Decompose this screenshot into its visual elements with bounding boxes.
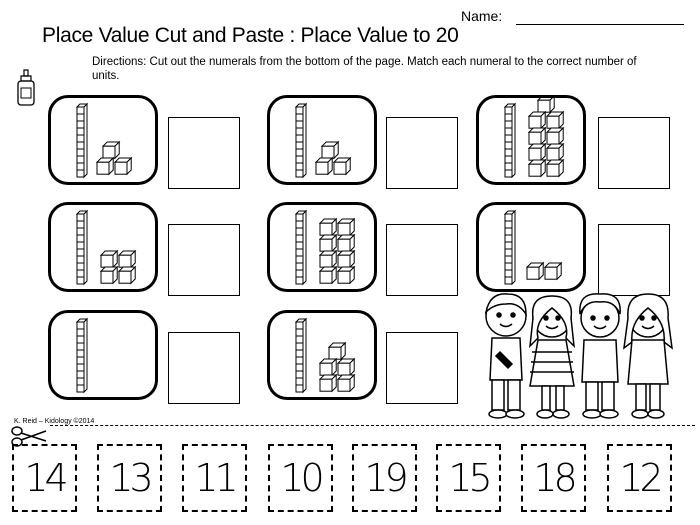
ten-rod — [77, 319, 87, 392]
cutout-19[interactable]: 19 — [352, 444, 417, 512]
unit-card-2 — [267, 95, 377, 185]
unit-card-1 — [48, 95, 158, 185]
cutout-12[interactable]: 12 — [607, 444, 672, 512]
ten-rod — [296, 319, 306, 392]
cut-line — [50, 425, 695, 426]
unit-card-4 — [48, 202, 158, 292]
base-ten-blocks — [270, 313, 374, 397]
unit-cubes — [320, 219, 354, 283]
paste-box-8[interactable] — [386, 332, 458, 404]
paste-box-3[interactable] — [598, 117, 670, 189]
paste-box-1[interactable] — [168, 117, 240, 189]
cutout-11[interactable]: 11 — [182, 444, 247, 512]
paste-box-2[interactable] — [386, 117, 458, 189]
unit-card-5 — [267, 202, 377, 292]
ten-rod — [505, 211, 515, 284]
directions-text: Directions: Cut out the numerals from the bottom of the page. Match each numeral to the correct number of units. — [92, 56, 637, 82]
base-ten-blocks — [51, 313, 155, 397]
name-line[interactable] — [516, 24, 684, 25]
unit-cubes — [316, 142, 350, 174]
cutout-18[interactable]: 18 — [521, 444, 586, 512]
base-ten-blocks — [479, 205, 583, 289]
paste-box-5[interactable] — [386, 224, 458, 296]
paste-box-7[interactable] — [168, 332, 240, 404]
cutout-10[interactable]: 10 — [268, 444, 333, 512]
name-label: Name: — [461, 8, 503, 24]
ten-rod — [77, 211, 87, 284]
unit-cubes — [320, 343, 354, 391]
unit-card-6 — [476, 202, 586, 292]
cutout-13[interactable]: 13 — [97, 444, 162, 512]
glue-bottle-icon — [14, 68, 38, 108]
ten-rod — [296, 211, 306, 284]
kids-clipart — [478, 288, 678, 420]
unit-card-8 — [267, 310, 377, 400]
page-title: Place Value Cut and Paste : Place Value to 20 — [42, 24, 459, 47]
base-ten-blocks — [270, 205, 374, 289]
ten-rod — [77, 104, 87, 177]
credit-text: K. Reid – Kidology ©2014 — [14, 418, 95, 425]
unit-card-3 — [476, 95, 586, 185]
ten-rod — [505, 104, 515, 177]
paste-box-4[interactable] — [168, 224, 240, 296]
unit-cubes — [527, 263, 561, 279]
base-ten-blocks — [479, 98, 583, 182]
base-ten-blocks — [51, 98, 155, 182]
unit-cubes — [529, 98, 563, 176]
unit-card-7 — [48, 310, 158, 400]
base-ten-blocks — [270, 98, 374, 182]
ten-rod — [296, 104, 306, 177]
cutout-14[interactable]: 14 — [12, 444, 77, 512]
cutout-15[interactable]: 15 — [436, 444, 501, 512]
base-ten-blocks — [51, 205, 155, 289]
unit-cubes — [101, 251, 135, 283]
unit-cubes — [97, 142, 131, 174]
paste-box-6[interactable] — [598, 224, 670, 296]
